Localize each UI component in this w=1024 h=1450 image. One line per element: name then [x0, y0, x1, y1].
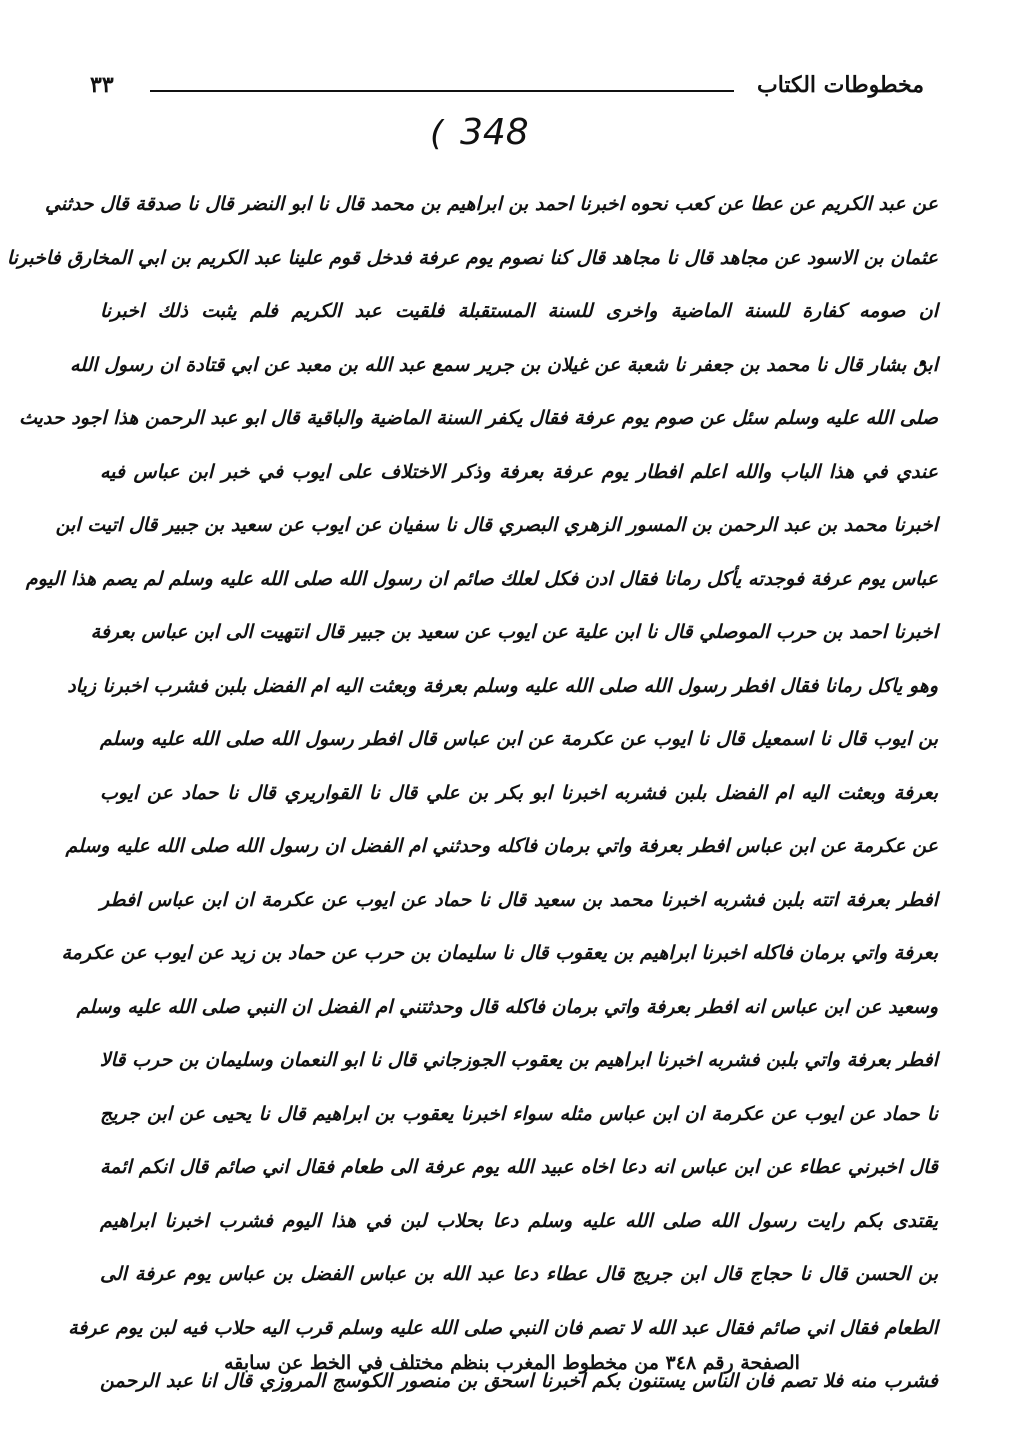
folio-paren: ( [430, 114, 444, 154]
manuscript-line: وهو ياكل رمانا فقال افطر رسول الله صلى الله عليه وسلم بعرفة وبعثت اليه ام الفضل بلبن فشرب اخبرنا زياد [67, 674, 938, 697]
manuscript-line: صلى الله عليه وسلم سئل عن صوم يوم عرفة فقال يكفر السنة الماضية والباقية قال ابو عبد الرحمن هذا اجود حديث [18, 407, 938, 429]
manuscript-line: بعرفة واتي برمان فاكله اخبرنا ابراهيم بن يعقوب قال نا سليمان بن حرب عن حماد بن زيد عن ايوب عن عكرمة [61, 942, 938, 964]
manuscript-line: ان صومه كفارة للسنة الماضية واخرى للسنة المستقبلة فلقيت عبد الكريم فلم يثبت ذلك اخبرنا [100, 300, 938, 322]
manuscript-line: وسعيد عن ابن عباس انه افطر بعرفة واتي برمان فاكله قال وحدثتني ام الفضل ان النبي صلى الله عليه وسلم [76, 995, 938, 1018]
manuscript-line: عندي في هذا الباب والله اعلم افطار يوم عرفة بعرفة وذكر الاختلاف على ايوب في خبر ابن عباس فيه [100, 460, 938, 483]
manuscript-line: قال اخبرني عطاء عن ابن عباس انه دعا اخاه عبيد الله يوم عرفة الى طعام فقال اني صائم قال انكم ائمة [100, 1156, 938, 1178]
manuscript-line: اخبرنا احمد بن حرب الموصلي قال نا ابن علية عن ايوب عن سعيد بن جبير قال انتهيت الى ابن عباس بعرفة [90, 621, 938, 643]
folio-number: 348 [460, 112, 529, 153]
folio-number-handwritten [430, 108, 590, 168]
running-header-title: مخطوطات الكتاب [757, 72, 924, 98]
manuscript-line: بن ايوب قال نا اسمعيل قال نا ايوب عن عكرمة عن ابن عباس قال افطر رسول الله صلى الله عليه وسلم [100, 728, 938, 750]
manuscript-line: عن عبد الكريم عن عطا عن كعب نحوه اخبرنا احمد بن ابراهيم بن محمد قال نا ابو النضر قال نا صدقة قال حدثني [44, 193, 938, 215]
page-caption: الصفحة رقم ٣٤٨ من مخطوط المغرب بنظم مختلف في الخط عن سابقه [224, 1352, 800, 1374]
manuscript-line: افطر بعرفة اتته بلبن فشربه اخبرنا محمد بن سعيد قال نا حماد عن ايوب عن عكرمة ان ابن عباس افطر [100, 888, 938, 911]
manuscript-line: بن الحسن قال نا حجاج قال ابن جريج قال عطاء دعا عبد الله بن عباس الفضل بن عباس يوم عرفة الى [100, 1263, 938, 1285]
manuscript-line: نا حماد عن ايوب عن عكرمة ان ابن عباس مثله سواء اخبرنا يعقوب بن ابراهيم قال نا يحيى عن ابن جريج [100, 1102, 938, 1125]
manuscript-line: عثمان بن الاسود عن مجاهد قال نا مجاهد قال كنا نصوم يوم عرفة فدخل قوم علينا عبد الكريم بن ابي المخارق فاخبرنا [6, 246, 938, 269]
page-number: ٣٣ [90, 72, 114, 98]
manuscript-line: اخبرنا محمد بن عبد الرحمن بن المسور الزهري البصري قال نا سفيان عن ايوب عن سعيد بن جبير قال اتيت ابن [55, 514, 938, 536]
manuscript-line: الطعام فقال اني صائم فقال عبد الله لا تصم فان النبي صلى الله عليه وسلم قرب اليه حلاب فيه لبن يوم عرفة [68, 1316, 938, 1339]
manuscript-line: فشرب منه فلا تصم فان الناس يستنون بكم اخبرنا اسحق بن منصور الكوسج المروزي قال انا عبد الرحمن [100, 1370, 938, 1392]
manuscript-line: افطر بعرفة واتي بلبن فشربه اخبرنا ابراهيم بن يعقوب الجوزجاني قال نا ابو النعمان وسليمان بن حرب قالا [99, 1049, 938, 1071]
manuscript-line: ابن بشار قال نا محمد بن جعفر نا شعبة عن غيلان بن جرير سمع عبد الله بن معبد عن ابي قتادة ان رسول الله [70, 353, 938, 376]
running-header [90, 68, 924, 108]
manuscript-line: يقتدى بكم رايت رسول الله صلى الله عليه وسلم دعا بحلاب لبن في هذا اليوم فشرب اخبرنا ابراهيم [100, 1209, 938, 1232]
header-rule [150, 90, 734, 92]
manuscript-line: عباس يوم عرفة فوجدته يأكل رمانا فقال ادن فكل لعلك صائم ان رسول الله صلى الله عليه وسلم لم يصم هذا اليوم [25, 567, 938, 590]
manuscript-line: عن عكرمة عن ابن عباس افطر بعرفة واتي برمان فاكله وحدثني ام الفضل ان رسول الله صلى الله عليه وسلم [65, 835, 938, 857]
manuscript-line: بعرفة وبعثت اليه ام الفضل بلبن فشربه اخبرنا ابو بكر بن علي قال نا القواريري قال نا حماد عن ايوب [100, 781, 938, 804]
